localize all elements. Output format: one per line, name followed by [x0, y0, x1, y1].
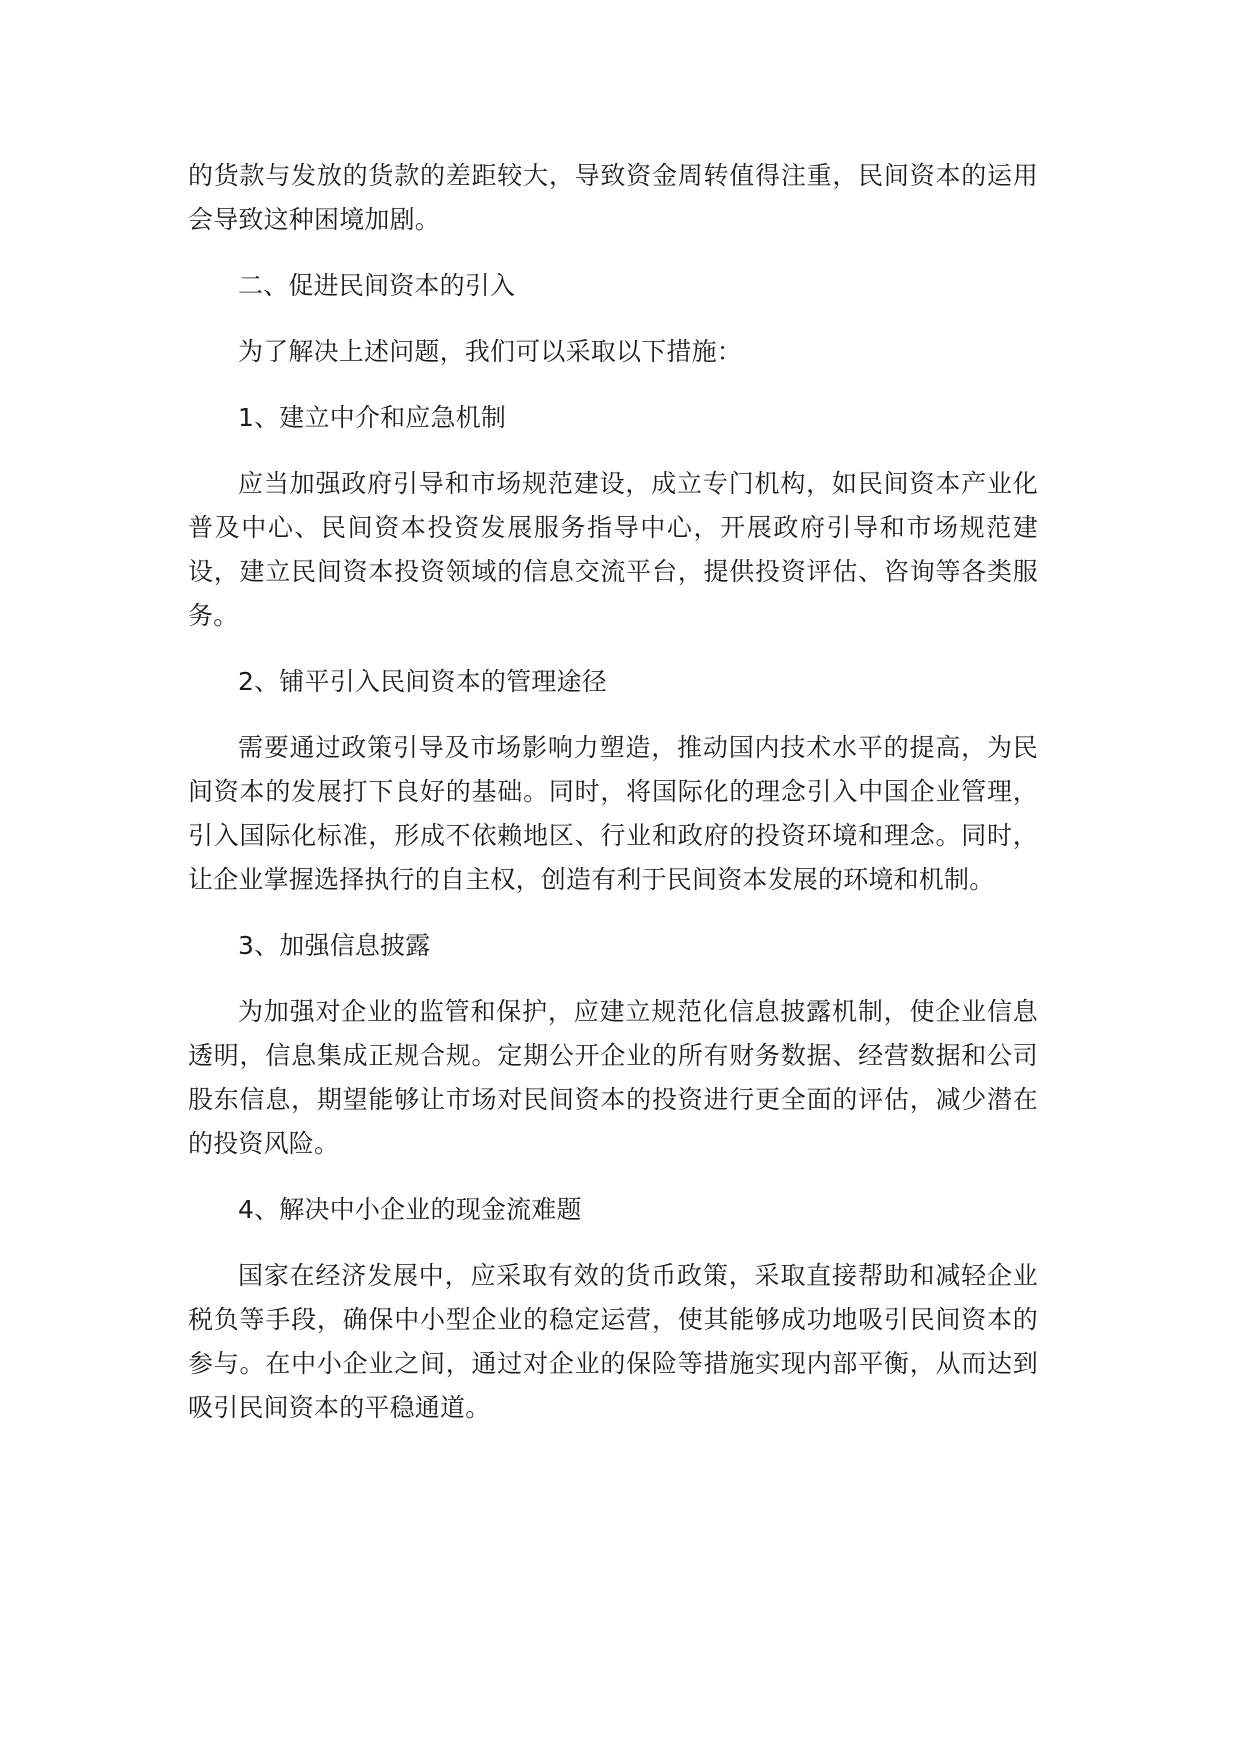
subheading-2: 2、铺平引入民间资本的管理途径	[238, 667, 607, 696]
paragraph-3: 为加强对企业的监管和保护，应建立规范化信息披露机制，使企业信息透明，信息集成正规合规。定期公开企业的所有财务数据、经营数据和公司股东信息，期望能够让市场对民间资本的投资进行更全面的评估，减少潜在的投资风险。	[188, 997, 1038, 1158]
subheading-3: 3、加强信息披露	[238, 931, 431, 960]
paragraph-4: 国家在经济发展中，应采取有效的货币政策，采取直接帮助和减轻企业税负等手段，确保中小型企业的稳定运营，使其能够成功地吸引民间资本的参与。在中小企业之间，通过对企业的保险等措施实现内部平衡，从而达到吸引民间资本的平稳通道。	[188, 1261, 1038, 1422]
paragraph-1: 应当加强政府引导和市场规范建设，成立专门机构，如民间资本产业化普及中心、民间资本投资发展服务指导中心，开展政府引导和市场规范建设，建立民间资本投资领域的信息交流平台，提供投资评估、咨询等各类服务。	[188, 469, 1038, 630]
section-heading: 二、促进民间资本的引入	[238, 271, 516, 300]
paragraph-intro: 为了解决上述问题，我们可以采取以下措施：	[238, 337, 743, 366]
document-body	[188, 154, 1038, 1452]
paragraph-2: 需要通过政策引导及市场影响力塑造，推动国内技术水平的提高，为民间资本的发展打下良好的基础。同时，将国际化的理念引入中国企业管理，引入国际化标准，形成不依赖地区、行业和政府的投资环境和理念。同时，让企业掌握选择执行的自主权，创造有利于民间资本发展的环境和机制。	[188, 733, 1038, 894]
paragraph-continuation: 的货款与发放的货款的差距较大，导致资金周转值得注重，民间资本的运用会导致这种困境加剧。	[188, 161, 1038, 234]
subheading-1: 1、建立中介和应急机制	[238, 403, 507, 432]
subheading-4: 4、解决中小企业的现金流难题	[238, 1195, 582, 1224]
